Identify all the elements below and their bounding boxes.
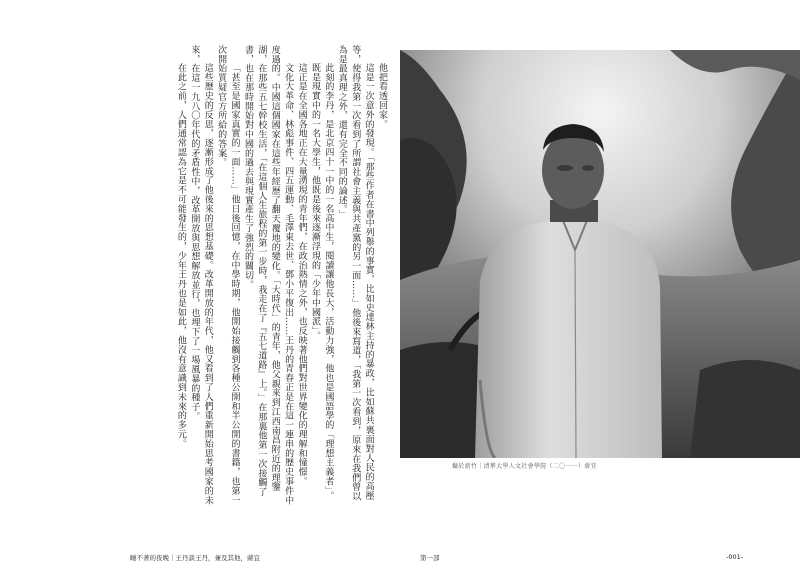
- paragraph: 既是現實中的一名大學生，他既是後來逐漸浮現的「少年中國派」。: [309, 63, 320, 341]
- portrait-photo-illustration: [400, 50, 800, 458]
- paragraph: 這是一次意外的發現。「那些作者在書中列舉的事實，比如史達林主持的暴政，比如蘇共裏面對人民的高壓等，使得我第一次看到了所謂社會主義與共產黨的另一面……」他後來寫道，「我第一次看到，原來在我們曾以為是最真理之外，還有完全不同的論述。」: [336, 45, 374, 502]
- paragraph: 文化大革命、林彪事件、四五運動、毛澤東去世、鄧小平復出……王丹的青春正是在這一連串的歷史事件中度過的。中國這個國家在這些年經歷了翻天覆地的變化。「大時代」的青年，他父親來到江西南昌附近的理鑒湖，在那些五七幹校生活，「在這個人生旅程的第一步時，我走在了『五七道路』上。」在那裏他第一次接觸了書，也在那時開始對中國的過去與現實產生了強烈的關切。: [242, 45, 294, 505]
- paragraph: 此刻的李丹，是北京四十一中的一名高中生，閱讀讓他長大，活動力強，他也是國語學的「理想主義者」。: [323, 63, 334, 501]
- paragraph: 在此之前，人們通常認為它是不可能發生的，少年王丹也是如此，他沒有意識到未來的多元。: [175, 63, 186, 449]
- portrait-photo: [400, 50, 800, 458]
- paragraph: 這正是在全國各地正在大量湧現的青年們，在政治熱情之外，也反映著他們對世界變化的理解和憧憬。: [296, 63, 307, 486]
- paragraph: 他把看透回家。: [377, 63, 387, 129]
- page-number: -001-: [726, 553, 744, 561]
- running-footer-center: 第一部: [420, 554, 440, 562]
- paragraph: 這些歷史的反思，逐漸形成了他後來的思想基礎。改革開放的年代，他又看到了人們重新開始思考國家的未來，在這一九八〇年代的矛盾性中，改革開放與思想解放並行，也埋下了一場風暴的種子。: [189, 45, 213, 505]
- body-text-column: [130, 45, 388, 505]
- running-footer-left: 睡不著的夜晚｜王丹談王丹，兼及其他，蔣宜: [130, 554, 260, 562]
- photo-caption: 攝於新竹｜清華大學人文社會學院（二〇一一）蔣宜: [452, 463, 597, 470]
- paragraph: 「甚至是國家真實的一面……」他日後回憶，在中學時期，他開始接觸到各種公開和半公開的書籍，也第一次開始質疑官方所給的答案。: [216, 45, 240, 505]
